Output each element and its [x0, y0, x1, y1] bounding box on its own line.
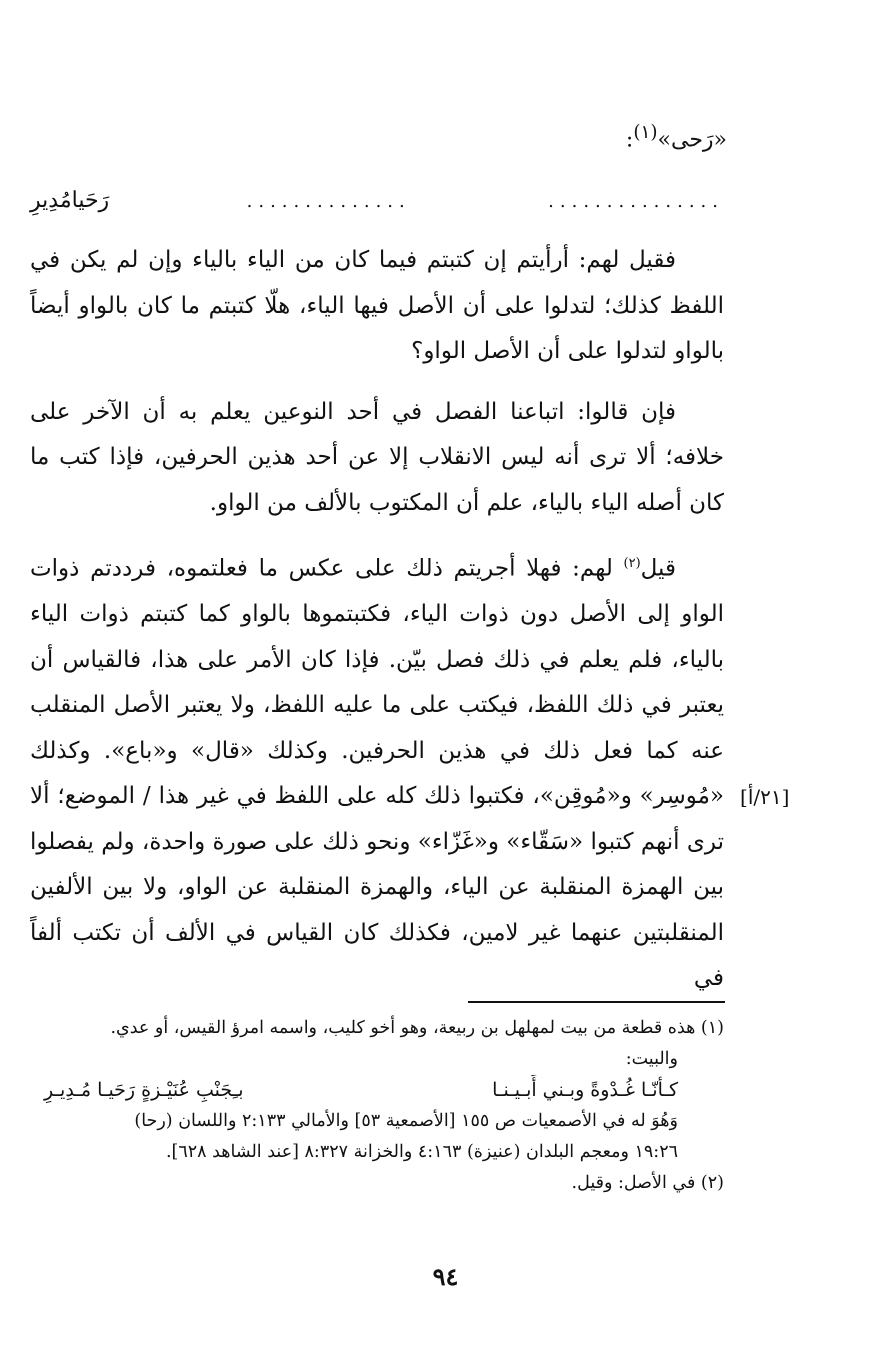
- footnote-1-line-2: والبيت:: [625, 1049, 678, 1069]
- heading-colon: :: [625, 127, 634, 153]
- main-text: [30, 238, 724, 1017]
- paragraph-3-note-ref: (٢): [623, 556, 641, 571]
- verse-dots-left: ..............: [246, 191, 411, 212]
- footnote-2: (٢) في الأصل: وقيل.: [571, 1173, 724, 1193]
- footnote-verse-first-hemistich: كـأَنّـا غُـدْوةً وبـني أَبـيـنـا: [492, 1079, 678, 1101]
- paragraph-3-text: لهم: فهلا أجريتم ذلك على عكس ما فعلتموه، فرددتم ذوات الواو إلى الأصل دون ذوات الياء، فكتبتموها بالواو كما كتبتم ذوات الياء بالياء، فلم يعلم في ذلك فصل بيّن. فإذا كان الأمر على هذا، فالقياس أن يعتبر في ذلك اللفظ، فيكتب على ما عليه اللفظ، ولا يعتبر الأصل المنقلب عنه كما فعل ذلك في هذين الحرفين. وكذلك «قال» و«باع». وكذلك «مُوسِر» و«مُوقِن»، فكتبوا ذلك كله على اللفظ في غير هذا / الموضع؛ ألا ترى أنهم كتبوا «سَقّاء» و«غَزّاء» ونحو ذلك على صورة واحدة، ولم يفصلوا بين الهمزة المنقلبة عن الياء، والهمزة المنقلبة عن الواو، ولا بين الألفين المنقلبتين عنهما غير لامين، فكذلك كان القياس في الألف أن تكتب ألفاً في: [30, 555, 724, 992]
- heading-word: [626, 122, 727, 152]
- footnote-1-line-5: ١٩:٢٦ ومعجم البلدان (عنيزة) ٤:١٦٣ والخزانة ٨:٣٢٧ [عند الشاهد ٦٢٨].: [165, 1142, 678, 1162]
- verse-line: [30, 188, 724, 213]
- paragraph-3-lead: قيل: [640, 555, 676, 582]
- heading-note-ref: (١): [633, 122, 658, 143]
- margin-folio-ref: [٢١/أ]: [740, 785, 790, 809]
- paragraph-3: [30, 541, 724, 1002]
- paragraph-1: فقيل لهم: أرأيتم إن كتبتم فيما كان من الياء بالياء وإن لم يكن في اللفظ كذلك؛ لتدلوا على أن الأصل فيها الياء، هلّا كتبتم ما كان بالواو أيضاً بالواو لتدلوا على أن الأصل الواو؟: [30, 247, 724, 364]
- footnote-1-verse: [34, 1075, 724, 1106]
- verse-word: رَحَيامُدِيرِ: [30, 188, 110, 213]
- footnote-1-line-1: (١) هذه قطعة من بيت لمهلهل بن ربيعة، وهو أخو كليب، واسمه امرؤ القيس، أو عدي.: [110, 1018, 724, 1038]
- paragraph-2: فإن قالوا: اتباعنا الفصل في أحد النوعين يعلم به أن الآخر على خلافه؛ ألا ترى أنه ليس الانقلاب إلا عن أحد هذين الحرفين، فإذا كتب ما كان أصله الياء بالياء، علم أن المكتوب بالألف من الواو.: [30, 398, 724, 516]
- footnote-1-line-4: وَهُوَ له في الأصمعيات ص ١٥٥ [الأصمعية ٥٣] والأمالي ٢:١٣٣ واللسان (رحا): [134, 1111, 678, 1131]
- page-number: ٩٤: [432, 1262, 459, 1291]
- heading-word-text: «رَحى»: [657, 127, 727, 153]
- verse-dots-right: ...............: [548, 191, 724, 212]
- footnote-rule: [468, 1001, 725, 1003]
- footnote-verse-second-hemistich: بـِجَنْبِ عُنَيْـزةٍ رَحَيـا مُـدِيـرِ: [44, 1079, 244, 1101]
- footnotes: [34, 1013, 724, 1199]
